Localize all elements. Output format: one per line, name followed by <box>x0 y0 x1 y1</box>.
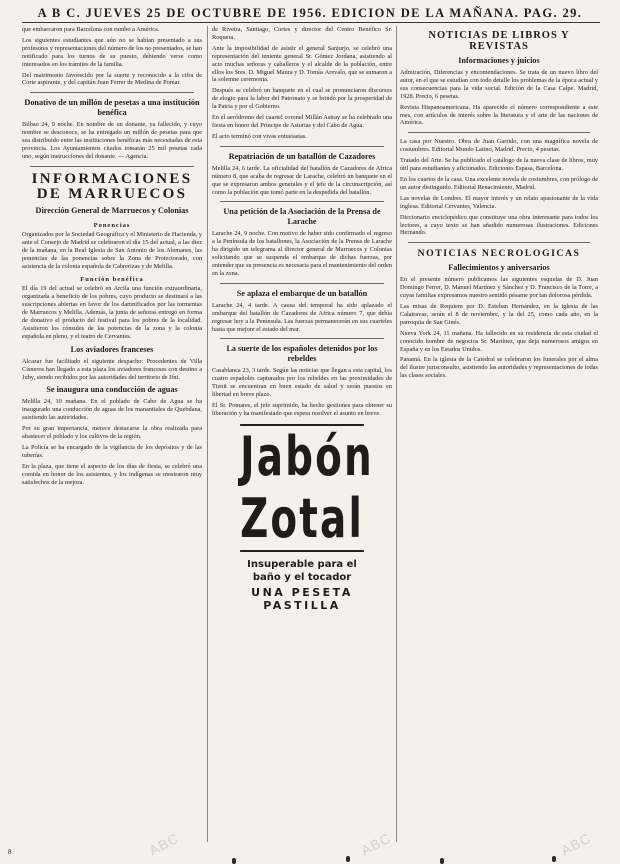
column-3 <box>400 26 598 846</box>
divider <box>220 338 384 339</box>
paragraph: Las novelas de Londres. El mayor interés y un relato apasionante de la vida inglesa. Editorial Cervantes, Valencia. <box>400 194 598 210</box>
article-title: Fallecimientos y aniversarios <box>448 263 550 273</box>
article-title: Una petición de la Asociación de la Prensa de Larache <box>223 207 381 227</box>
paragraph: En la plaza, que tiene el aspecto de los días de fiesta, se celebró una comida en honor de los asistentes, y los indígenas se mostraron muy satisfechos de la mejora. <box>22 462 202 486</box>
page-header: A B C. JUEVES 25 DE OCTUBRE DE 1956. EDICION DE LA MAÑANA. PAG. 29. <box>37 6 583 20</box>
print-mark <box>552 856 556 862</box>
section-title: NOTICIAS DE LIBROS Y REVISTAS <box>428 30 570 52</box>
paragraph: Casablanca 23, 3 tarde. Según las noticias que llegan a esta capital, los cuatro españoles capturados por los rebeldes en las proximidades de Tiznit se encuentran en buen estado de salud y serán puestos en libertad en breve plazo. <box>212 367 392 399</box>
subhead: Función benéfica <box>80 276 144 284</box>
ad-tagline: Insuperable para el <box>247 558 357 570</box>
print-mark <box>346 856 350 862</box>
ad-price: UNA PESETA PASTILLA <box>251 585 353 612</box>
column-1 <box>22 26 202 846</box>
divider <box>220 283 384 284</box>
column-rule-2 <box>396 26 397 842</box>
paragraph: Larache 24, 4 tarde. A causa del temporal ha sido aplazado el embarque del batallón de Cazadores de Africa número 7, que debía regresar hoy a la Península. Las fuerzas permanecerán en sus cuarteles hasta que mejore el estado del mar. <box>212 301 392 333</box>
print-mark <box>440 858 444 864</box>
print-mark <box>232 858 236 864</box>
paragraph: En el presente número publicamos las siguientes esquelas de D. Juan Domingo Ferrer, D. Manuel Martínez y Sánchez y D. Francisco de la Torre, a cuyas familias expresamos nuestro sentido pésame por tan dolorosa pérdida. <box>400 276 598 300</box>
article-title: Dirección General de Marruecos y Colonias <box>35 205 189 215</box>
article-title: La suerte de los españoles detenidos por los rebeldes <box>226 344 378 364</box>
paragraph: Admiración, Diferencias y encomendaciones. Se trata de un nuevo libro del autor, en el que se estudian con todo detalle los problemas de la época actual y sus consecuencias para la vida social. Edición de la Casa Calpe. Madrid, 1928. Precio, 6 pesetas. <box>400 69 598 100</box>
article-title: Los aviadores franceses <box>70 344 154 354</box>
article-title: Repatriación de un batallón de Cazadores <box>228 151 376 161</box>
paragraph: En los cuartos de la casa. Una excelente novela de costumbres, con prólogo de un autor distinguido. Editorial Renacimiento, Madrid. <box>400 175 598 191</box>
paragraph: Los siguientes estudiantes que aún no se habían presentado a sus profesores y representaciones del número de los no presentados, se han notificado para los turnos de su puesto, debiendo verse como interesados en los trámites de la familia. <box>22 36 202 68</box>
paragraph: La casa por Nuestro. Obra de Juan Garrido, con una magnífica novela de costumbres. Editorial Mundo Latino, Madrid. Precio, 4 pesetas. <box>400 138 598 154</box>
article-title: Informaciones y juicios <box>458 56 540 65</box>
divider <box>220 146 384 147</box>
paragraph: Organizados por la Sociedad Geográfica y el Ministerio de Hacienda, y ante el Consejo de Madrid se celebraron el día 15 del actual, a las diez de la mañana, en la Real Iglesia de San Antonio de los Alemanes, las ponencias de las ponencias sobre la Zona de Protectorado, con asistencia de la colonia española de Cabrerizas y de Melilla. <box>22 230 202 270</box>
divider <box>30 166 194 167</box>
paragraph: Diccionario enciclopédico que constituye una obra interesante para todos los lectores, a cuyo texto se han añadido numerosas ilustraciones. Ediciones Hernando. <box>400 213 598 237</box>
section-title: INFORMACIONES DE MARRUECOS <box>31 170 193 202</box>
paragraph: El día 19 del actual se celebró en Arcila una función extraordinaria, organizada a beneficio de los pobres, cuyo producto se destinará a las suscripciones abiertas en favor de los damnificados por las tormentas de Marruecos y Melilla. Además, la junta de señoras entregó en forma de donativo el producto del festival para los pobres de la localidad. Asistieron los cónsules de las potencias de la zona y la colonia española en pleno, y el teatro de Cervantes. <box>22 285 202 340</box>
footer-mark: 8 <box>8 848 12 856</box>
paragraph: Ante la imposibilidad de asistir el general Sanjurjo, se celebró una representación del teniente general Sr. Gómez Jordana, asistiendo al acto muchas señoras y caballeros y el alcalde de la población, entre ellos los Sres. D. Miguel Maura y D. Tomás Arevalo, que se sumaron a la solemne ceremonia. <box>212 44 392 84</box>
paragraph: Revista Hispanoamericana. Ha aparecido el número correspondiente a este mes, con artículos de interés sobre la literatura y el arte de las naciones de América. <box>400 103 598 127</box>
article-title: Se aplaza el embarque de un batallón <box>236 288 368 298</box>
article-title: Donativo de un millón de pesetas a una institución benéfica <box>24 98 200 118</box>
paragraph: La Policía se ha encargado de la vigilancia de los depósitos y de las tuberías. <box>22 444 202 459</box>
paragraph: que embarcaron para Barcelona con rumbo a América. <box>22 26 160 33</box>
ad-brand: Jabón Zotal <box>240 424 374 550</box>
paragraph: En el aeródromo del cuartel coronel Millán Astray se ha celebrado una fiesta en honor del Príncipe de Asturias y del Cabo de Agua. <box>212 114 392 129</box>
paragraph: Alcazar fue facilitado el siguiente despacho: Procedentes de Villa Cisneros han llegado a esta plaza los aviadores franceses con destino a Juby, siendo recibidos por las autoridades del territorio de Ifni. <box>22 357 202 381</box>
soap-advertisement <box>212 424 392 612</box>
paragraph: de Riveira, Santiago, Cortes y director del Centro Benéfico Sr. Roquera. <box>212 26 392 41</box>
paragraph: Melilla 24, 6 tarde. La oficialidad del batallón de Cazadores de Africa número 8, que acaba de regresar de Larache, celebró un banquete en el que se expresaron ambos generales y el jefe de la circunscripción, así como la población que tomó parte en la despedida del batallón. <box>212 164 392 196</box>
watermark: ABC <box>358 829 394 859</box>
paragraph: El acto terminó con vivas entusiastas. <box>212 132 307 140</box>
column-rule-1 <box>207 26 208 842</box>
paragraph: Por su gran importancia, merece destacarse la obra realizada para abastecer el poblado y los cultivos de la región. <box>22 425 202 441</box>
divider <box>30 92 194 93</box>
paragraph: Larache 24, 9 noche. Con motivo de haber sido confirmado el regreso a la Península de los batallones, la Asociación de la Prensa de Larache ha dirigido un telegrama al director general de Marruecos y Colonias solicitando que se suspenda el embarque de dichas fuerzas, por entender que su presencia es necesaria para el mantenimiento del orden en la zona. <box>212 230 392 277</box>
watermark: ABC <box>558 829 594 859</box>
article-title: Se inaugura una conducción de aguas <box>46 385 178 395</box>
watermark: ABC <box>146 829 182 859</box>
column-2 <box>212 26 392 846</box>
paragraph: Las misas de Requiem por D. Esteban Hernández, en la iglesia de las Calatravas, serán el 8 de noviembre, y la del 25, como cada año, en la parroquia de San Ginés. <box>400 303 598 326</box>
paragraph: Panamá. En la iglesia de la Catedral se celebraron los funerales por el alma del ilustre jurisconsulto, asistiendo las autoridades y representaciones de todas las clases sociales. <box>400 356 598 380</box>
subhead: Ponencias <box>93 221 131 229</box>
paragraph: Bilbao 24, 9 noche. En nombre de un donante, ya fallecido, y cuyo nombre se desconoce, se ha entregado un millón de pesetas para que sea distribuido entre las instituciones benéficas más necesitadas de esta provincia. Los Ayuntamientos citados tomarán 25 mil pesetas cada uno, según instrucciones del donante. — Agencia. <box>22 121 202 160</box>
header-rule <box>22 22 600 23</box>
divider <box>408 132 590 133</box>
paragraph: Del matrimonio favorecido por la suerte y reconocido a la cifra de Corte aspirante, y del capitán Juan Ferrer de Medina de Pomar. <box>22 71 202 87</box>
section-title: NOTICIAS NECROLOGICAS <box>417 248 581 260</box>
paragraph: Tratado del Arte. Se ha publicado el catálogo de la nueva clase de libros, muy útil para estudiantes y aficionados. Ediciones Espasa, Barcelona. <box>400 157 598 173</box>
divider <box>408 242 590 243</box>
paragraph: Nueva York 24, 11 mañana. Ha fallecido en su residencia de esta ciudad el conocido hombre de negocios Sr. Martínez, que deja numerosos amigos en España y en los Estados Unidos. <box>400 329 598 353</box>
ad-tagline: baño y el tocador <box>252 571 352 583</box>
paragraph: Melilla 24, 10 mañana. En el poblado de Cabo de Agua se ha inaugurado una conducción de aguas de los manantiales de Quebdana, asistiendo las autoridades. <box>22 398 202 422</box>
paragraph: Después se celebró un banquete en el cual se pronunciaron discursos de elogio para la labor del Patronato y se brindó por la prosperidad de la Patria y por el Gobierno. <box>212 87 392 111</box>
divider <box>220 201 384 202</box>
paragraph: El Sr. Pomares, el jefe suprimido, ha hecho gestiones para obtener su liberación y ha manifestado que espera resolver el asunto en breve. <box>212 402 392 417</box>
